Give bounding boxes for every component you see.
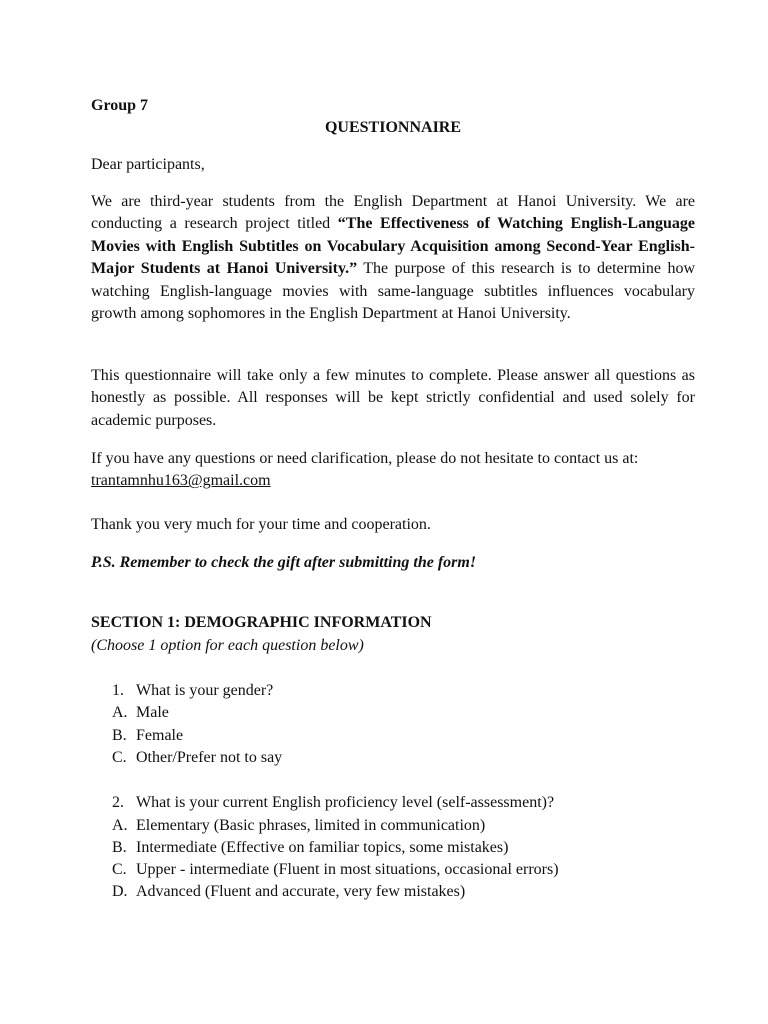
option-text: Male bbox=[136, 704, 169, 721]
intro-paragraph-1 bbox=[91, 191, 695, 325]
option-item[interactable] bbox=[112, 747, 282, 769]
option-letter: A. bbox=[112, 704, 128, 721]
question-number: 1. bbox=[112, 682, 124, 699]
option-letter: C. bbox=[112, 749, 127, 766]
option-letter: B. bbox=[112, 727, 127, 744]
research-title: “The Effectiveness of Watching English-Language Movies with English Subtitles on Vocabulary Acquisition among Second-Year English-Major Students at Hanoi University.” bbox=[91, 215, 696, 278]
option-text: Elementary (Basic phrases, limited in communication) bbox=[136, 817, 486, 834]
intro-paragraph-3 bbox=[91, 448, 695, 493]
section-instruction: (Choose 1 option for each question below) bbox=[91, 637, 364, 654]
option-letter: B. bbox=[112, 839, 127, 856]
question-2 bbox=[112, 792, 554, 814]
contact-text: If you have any questions or need clarification, please do not hesitate to contact us at: bbox=[91, 450, 639, 467]
option-item[interactable] bbox=[112, 725, 183, 747]
intro-paragraph-2: This questionnaire will take only a few minutes to complete. Please answer all questions as honestly as possible. All responses will be kept strictly confidential and used solely for academic purposes. bbox=[91, 367, 695, 429]
question-1 bbox=[112, 680, 273, 702]
ps-note: P.S. Remember to check the gift after submitting the form! bbox=[91, 554, 477, 571]
option-item[interactable] bbox=[112, 837, 508, 859]
option-item[interactable] bbox=[112, 702, 169, 724]
contact-email-link[interactable]: trantamnhu163@gmail.com bbox=[91, 472, 271, 490]
group-label: Group 7 bbox=[91, 97, 149, 114]
option-item[interactable] bbox=[112, 881, 465, 903]
intro-tail: The purpose of this research is to determine how watching English-language movies with same-language subtitles influences vocabulary growth among sophomores in the English Department at Hanoi University. bbox=[91, 260, 696, 323]
section-heading: SECTION 1: DEMOGRAPHIC INFORMATION bbox=[91, 614, 432, 631]
greeting: Dear participants, bbox=[91, 156, 205, 173]
question-text: What is your current English proficiency level (self-assessment)? bbox=[136, 794, 555, 811]
question-text: What is your gender? bbox=[136, 682, 274, 699]
intro-lead: We are third-year students from the English Department at Hanoi University. We are conducting a research project titled bbox=[91, 193, 695, 233]
option-letter: A. bbox=[112, 817, 128, 834]
option-text: Advanced (Fluent and accurate, very few mistakes) bbox=[136, 883, 466, 900]
question-number: 2. bbox=[112, 794, 124, 811]
thanks-text: Thank you very much for your time and cooperation. bbox=[91, 516, 431, 533]
option-text: Other/Prefer not to say bbox=[136, 749, 283, 766]
option-text: Female bbox=[136, 727, 184, 744]
option-text: Upper - intermediate (Fluent in most situations, occasional errors) bbox=[136, 861, 559, 878]
page-title: QUESTIONNAIRE bbox=[324, 119, 462, 136]
option-letter: D. bbox=[112, 883, 128, 900]
option-letter: C. bbox=[112, 861, 127, 878]
option-item[interactable] bbox=[112, 859, 559, 881]
option-text: Intermediate (Effective on familiar topics, some mistakes) bbox=[136, 839, 509, 856]
option-item[interactable] bbox=[112, 815, 485, 837]
